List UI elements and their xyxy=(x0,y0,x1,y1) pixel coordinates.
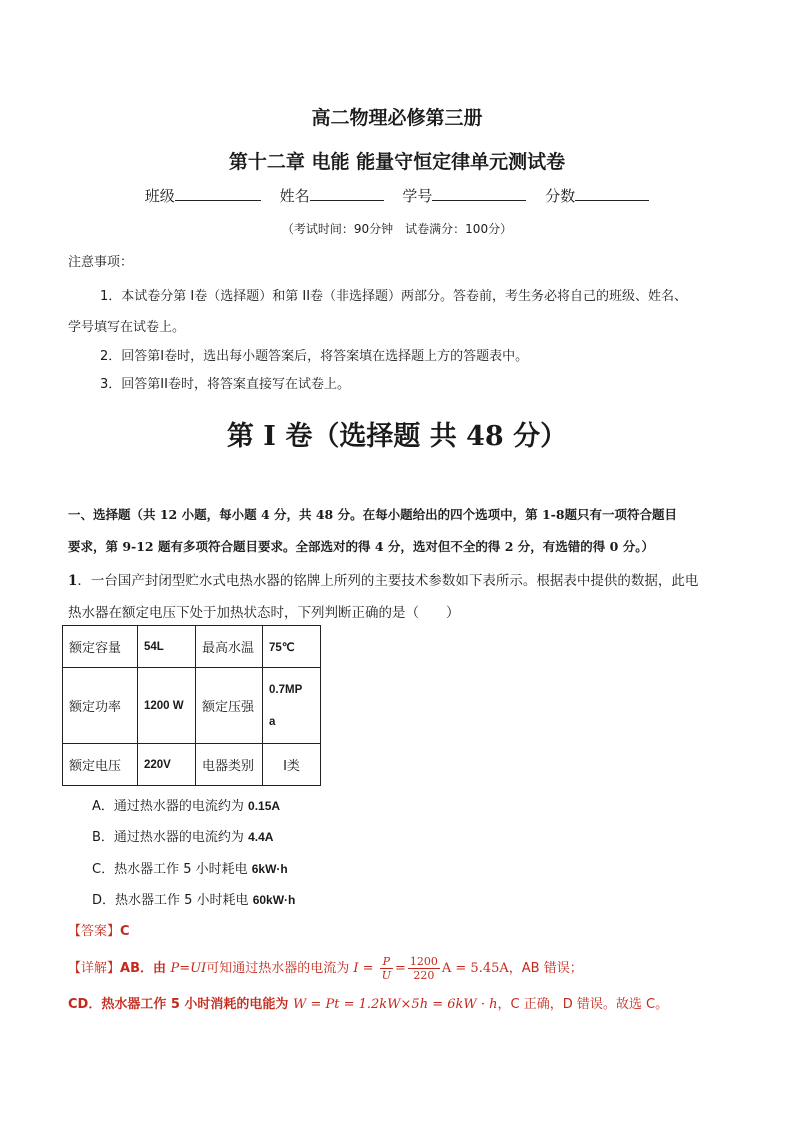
option-b[interactable] xyxy=(92,826,273,845)
option-b-label: B．通过热水器的电流约为 xyxy=(92,830,249,845)
table-cell: Ⅰ类 xyxy=(263,744,321,786)
fraction-p-over-u xyxy=(380,955,393,982)
fraction-numerator: P xyxy=(380,955,393,969)
note-item-2: 2．回答第I卷时，选出每小题答案后，将答案填在选择题上方的答题表中。 xyxy=(100,349,529,364)
pressure-value-part-1: 0.7MP xyxy=(269,683,303,696)
detail-ab-label: AB．由 xyxy=(120,961,171,976)
fraction-denominator: U xyxy=(381,969,391,982)
option-d-value: 60kW·h xyxy=(252,893,296,907)
table-cell: 220V xyxy=(138,744,196,786)
section-instructions-line-1: 一、选择题（共 12 小题，每小题 4 分，共 48 分。在每小题给出的四个选项中，第 1-8题只有一项符合题目 xyxy=(68,507,678,522)
class-blank[interactable] xyxy=(175,186,261,201)
option-a-label: A．通过热水器的电流约为 xyxy=(92,799,249,814)
detail-text-1: 可知通过热水器的电流为 xyxy=(206,961,354,976)
option-a-value: 0.15A xyxy=(248,799,281,813)
detail-tag: 【详解】 xyxy=(68,961,121,976)
answer-tag: 【答案】 xyxy=(68,924,121,939)
option-a[interactable] xyxy=(92,795,280,814)
current-symbol: I xyxy=(353,961,359,976)
option-c-label: C．热水器工作 5 小时耗电 xyxy=(92,862,252,877)
detail-line-1: 【详解】AB．由 P=UI可知通过热水器的电流为 I = $\frac{P}{U}$ = $\frac{1200}{220}$ A = 5.45A，AB 错误； xyxy=(68,955,583,982)
table-cell: 最高水温 xyxy=(196,626,263,668)
detail-line-2 xyxy=(68,993,668,1012)
part-one-title: 第 I 卷（选择题 共 48 分） xyxy=(226,421,568,452)
class-label: 班级 xyxy=(144,187,175,205)
table-row xyxy=(63,626,321,668)
table-cell: 额定容量 xyxy=(63,626,138,668)
student-info-line xyxy=(0,185,794,206)
name-blank[interactable] xyxy=(310,186,384,201)
exam-subtitle: 第十二章 电能 能量守恒定律单元测试卷 xyxy=(228,151,566,173)
table-cell: 1200 W xyxy=(138,668,196,744)
table-cell xyxy=(263,668,321,744)
table-row xyxy=(63,744,321,786)
table-cell: 额定功率 xyxy=(63,668,138,744)
exam-time-info: （考试时间：90分钟 试卷满分：100分） xyxy=(281,222,513,236)
detail-cd-text: CD．热水器工作 5 小时消耗的电能为 xyxy=(68,997,293,1012)
table-cell: 额定电压 xyxy=(63,744,138,786)
spec-table xyxy=(62,625,321,786)
question-number: 1 xyxy=(68,573,78,589)
option-c-value: 6kW·h xyxy=(251,862,288,876)
fraction-1200-over-220 xyxy=(408,955,440,982)
fraction-denominator: 220 xyxy=(413,969,435,982)
answer-line xyxy=(68,920,130,939)
student-id-label: 学号 xyxy=(402,187,433,205)
detail-end-2: ，C 正确，D 错误。故选 C。 xyxy=(497,997,669,1012)
score-blank[interactable] xyxy=(575,186,649,201)
name-label: 姓名 xyxy=(279,187,310,205)
section-instructions-line-2: 要求，第 9-12 题有多项符合题目要求。全部选对的得 4 分，选对但不全的得 2 分，有选错的得 0 分。） xyxy=(68,539,654,554)
notes-heading: 注意事项： xyxy=(68,255,134,270)
note-item-1-line-2: 学号填写在试卷上。 xyxy=(68,320,186,335)
answer-value: C xyxy=(120,924,130,939)
note-item-3: 3．回答第II卷时，将答案直接写在试卷上。 xyxy=(100,377,350,392)
fraction-numerator: 1200 xyxy=(409,955,438,968)
question-1-line-2: 热水器在额定电压下处于加热状态时，下列判断正确的是（ ） xyxy=(68,605,460,621)
option-d-label: D．热水器工作 5 小时耗电 xyxy=(92,893,253,908)
option-b-value: 4.4A xyxy=(248,830,274,844)
table-cell: 75℃ xyxy=(263,626,321,668)
student-id-blank[interactable] xyxy=(432,186,526,201)
current-result: A = 5.45A xyxy=(441,961,509,976)
table-cell: 电器类别 xyxy=(196,744,263,786)
table-row xyxy=(63,668,321,744)
question-1-line-1 xyxy=(68,569,698,589)
option-d[interactable] xyxy=(92,889,295,908)
question-1-text: ．一台国产封闭型贮水式电热水器的铭牌上所列的主要技术参数如下表所示。根据表中提供的数据，此电 xyxy=(77,573,699,589)
score-label: 分数 xyxy=(545,187,576,205)
table-cell: 额定压强 xyxy=(196,668,263,744)
formula-p-ui: P=UI xyxy=(170,961,207,976)
note-item-1-line-1: 1．本试卷分第 I卷（选择题）和第 II卷（非选择题）两部分。答卷前，考生务必将自己的班级、姓名、 xyxy=(100,289,688,304)
option-c[interactable] xyxy=(92,858,288,877)
pressure-value-part-2: a xyxy=(269,715,276,728)
equals-sign: = xyxy=(358,961,378,976)
detail-end-1: ，AB 错误； xyxy=(508,961,583,976)
formula-energy: W = Pt = 1.2kW×5h = 6kW · h xyxy=(292,997,498,1012)
exam-title: 高二物理必修第三册 xyxy=(311,107,483,129)
table-cell: 54L xyxy=(138,626,196,668)
